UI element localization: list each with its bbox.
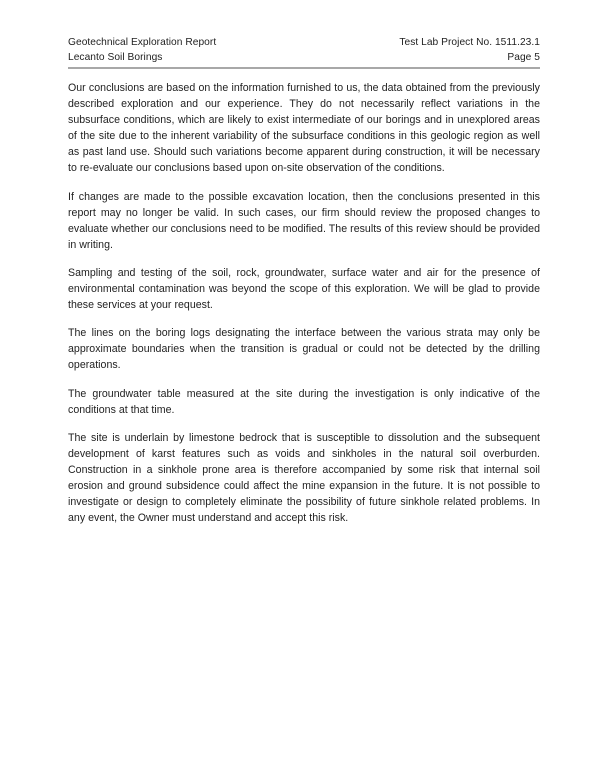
paragraph-boring-log-lines: The lines on the boring logs designating the interface between the various strata may only be approximate boundaries when the transition is gradual or could not be detected by the drilling operations. bbox=[68, 327, 540, 372]
header-left-block bbox=[68, 36, 216, 65]
header-right-block bbox=[399, 36, 540, 65]
paragraph-conclusions-basis: Our conclusions are based on the information furnished to us, the data obtained from the previously described exploration and our experience. They do not necessarily reflect variations in the subsurface conditions, which are likely to exist intermediate of our borings and in unexplored areas of the site due to the inherent variability of the subsurface conditions in this geologic region as well as past land use. Should such variations become apparent during construction, it will be necessary to re-evaluate our conclusions based upon on-site observation of the conditions. bbox=[68, 82, 540, 175]
paragraph-groundwater-table: The groundwater table measured at the site during the investigation is only indicative of the conditions at that time. bbox=[68, 387, 540, 416]
report-subtitle: Lecanto Soil Borings bbox=[68, 51, 163, 63]
header-divider bbox=[68, 67, 540, 69]
project-number: Test Lab Project No. 1511.23.1 bbox=[399, 37, 540, 48]
page-number: Page 5 bbox=[507, 51, 540, 63]
paragraph-excavation-changes: If changes are made to the possible excavation location, then the conclusions presented in this report may no longer be valid. In such cases, our firm should review the proposed changes to evaluate whether our conclusions need to be modified. The results of this review should be provided in writing. bbox=[68, 190, 540, 251]
paragraph-karst-sinkhole-risk: The site is underlain by limestone bedrock that is susceptible to dissolution and the subsequent development of karst features such as voids and sinkholes in the natural soil overburden. Construction in a sinkhole prone area is therefore accompanied by some risk that internal soil erosion and ground subsidence could affect the mine expansion in the future. It is not possible to investigate or design to completely eliminate the possibility of future sinkhole related problems. In any event, the Owner must understand and accept this risk. bbox=[68, 431, 540, 525]
running-header bbox=[68, 36, 540, 65]
paragraph-environmental-testing: Sampling and testing of the soil, rock, groundwater, surface water and air for the presence of environmental contamination was beyond the scope of this exploration. We will be glad to provide these services at your request. bbox=[68, 266, 540, 312]
report-title: Geotechnical Exploration Report bbox=[68, 37, 217, 48]
page-content bbox=[68, 36, 540, 526]
body-text bbox=[68, 80, 540, 526]
